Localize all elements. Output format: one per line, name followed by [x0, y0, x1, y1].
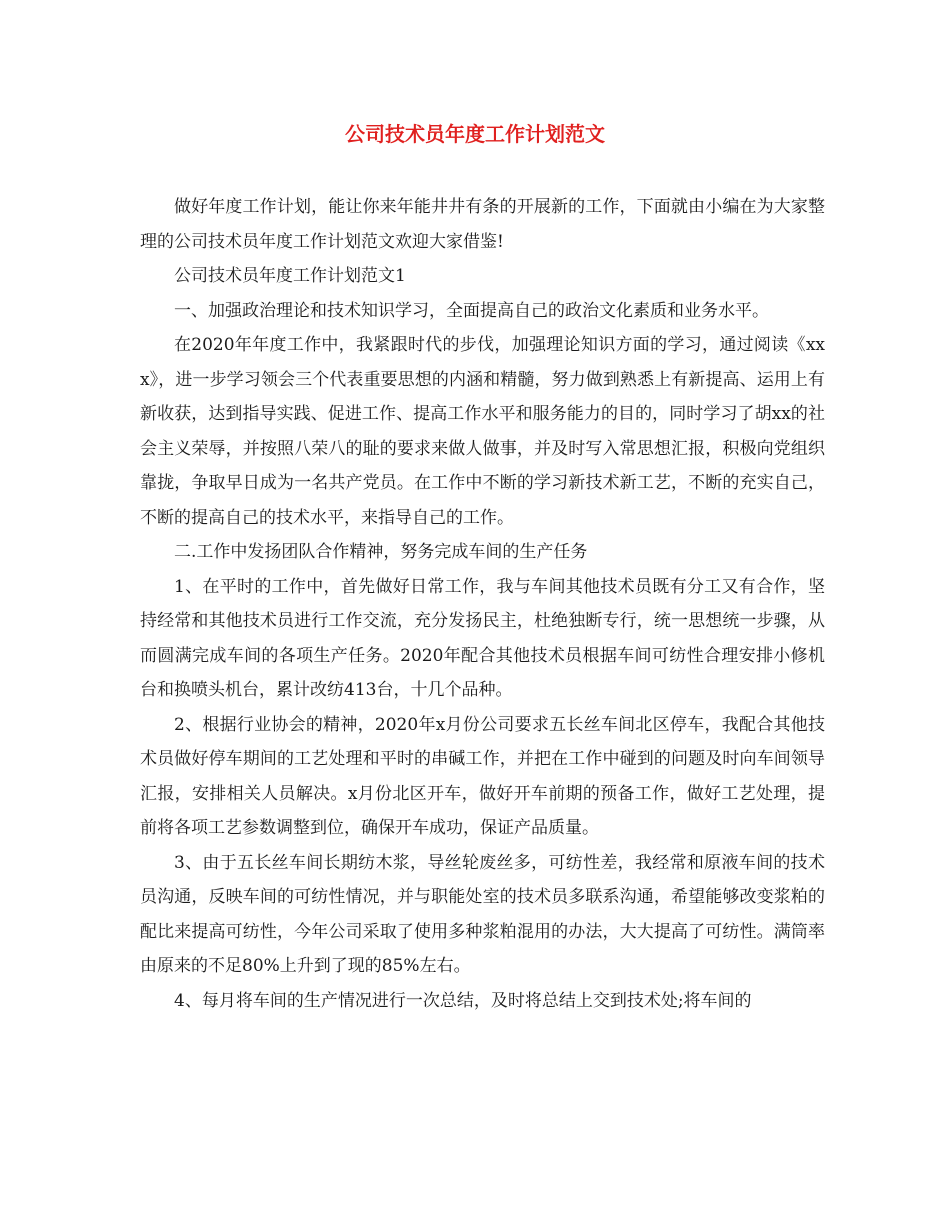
paragraph-item-1: 1、在平时的工作中，首先做好日常工作，我与车间其他技术员既有分工又有合作，坚持经常和其他技术员进行工作交流，充分发扬民主，杜绝独断专行，统一思想统一步骤，从而圆满完成车间的各项生产任务。2020年配合其他技术员根据车间可纺性合理安排小修机台和换喷头机台，累计改纺413台，十几个品种。	[140, 576, 825, 700]
paragraph-section-heading: 公司技术员年度工作计划范文1	[174, 266, 406, 286]
document-body	[140, 190, 825, 1018]
paragraph-point-2-heading: 二.工作中发扬团队合作精神，努务完成车间的生产任务	[174, 542, 588, 562]
paragraph-item-2: 2、根据行业协会的精神，2020年x月份公司要求五长丝车间北区停车，我配合其他技术员做好停车期间的工艺处理和平时的串碱工作，并把在工作中碰到的问题及时向车间领导汇报，安排相关人员解决。x月份北区开车，做好开车前期的预备工作，做好工艺处理，提前将各项工艺参数调整到位，确保开车成功，保证产品质量。	[140, 714, 825, 838]
paragraph-point-1-heading: 一、加强政治理论和技术知识学习，全面提高自己的政治文化素质和业务水平。	[174, 300, 769, 321]
paragraph-item-4: 4、每月将车间的生产情况进行一次总结，及时将总结上交到技术处;将车间的	[174, 990, 752, 1011]
paragraph-point-1-body: 在2020年年度工作中，我紧跟时代的步伐，加强理论知识方面的学习，通过阅读《xxx》，进一步学习领会三个代表重要思想的内涵和精髓，努力做到熟悉上有新提高、运用上有新收获，达到指导实践、促进工作、提高工作水平和服务能力的目的，同时学习了胡xx的社会主义荣辱，并按照八荣八的耻的要求来做人做事，并及时写入常思想汇报，积极向党组织靠拢，争取早日成为一名共产党员。在工作中不断的学习新技术新工艺，不断的充实自己，不断的提高自己的技术水平，来指导自己的工作。	[140, 335, 825, 528]
document-title: 公司技术员年度工作计划范文	[345, 122, 605, 146]
paragraph-item-3: 3、由于五长丝车间长期纺木浆，导丝轮废丝多，可纺性差，我经常和原液车间的技术员沟通，反映车间的可纺性情况，并与职能处室的技术员多联系沟通，希望能够改变浆粕的配比来提高可纺性，今年公司采取了使用多种浆粕混用的办法，大大提高了可纺性。满筒率由原来的不足80%上升到了现的85%左右。	[140, 852, 825, 976]
paragraph-intro: 做好年度工作计划，能让你来年能井井有条的开展新的工作，下面就由小编在为大家整理的公司技术员年度工作计划范文欢迎大家借鉴!	[140, 197, 825, 252]
